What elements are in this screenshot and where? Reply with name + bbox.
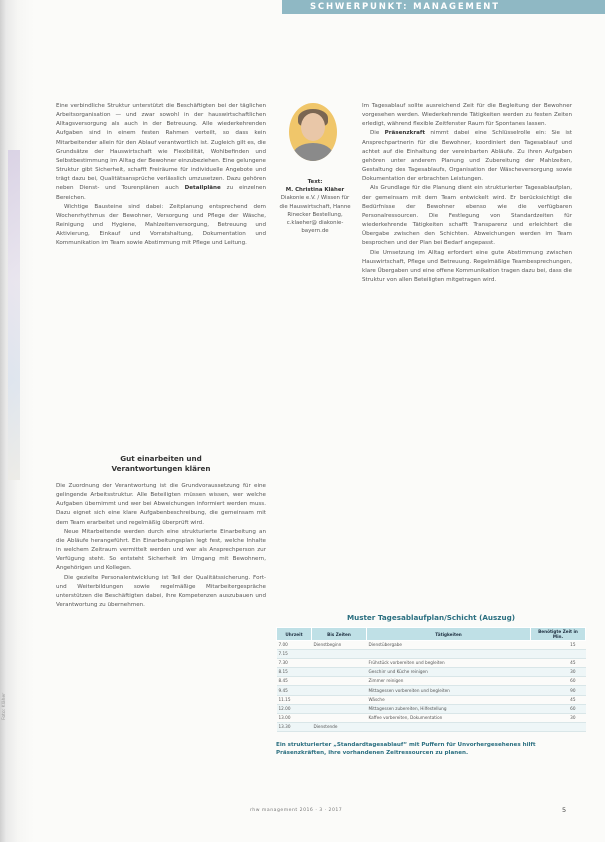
paragraph: Die Zuordnung der Verantwortung ist die Grundvoraussetzung für eine gelingende Arbeitsstruktur. Alle Beteiligten müssen wissen, wer welche Aufgaben übernimmt und wer bei Abweichungen informiert werden muss. Dazu eignet sich eine klare Aufgabenbeschreibung, die gemeinsam mit dem Team erarbeitet und regelmäßig überprüft wird. bbox=[56, 483, 266, 526]
table-cell: 11.15 bbox=[277, 695, 312, 704]
table-cell: Dienstbeginn bbox=[312, 641, 367, 650]
table-cell bbox=[312, 713, 367, 722]
table-row bbox=[277, 641, 586, 650]
table-row bbox=[277, 668, 586, 677]
table-cell bbox=[312, 650, 367, 659]
table-cell bbox=[531, 650, 586, 659]
article-subheading bbox=[56, 454, 266, 474]
table-cell bbox=[367, 722, 531, 731]
column-header: Tätigkeiten bbox=[367, 628, 531, 641]
photo-credit: Foto: Kläher bbox=[2, 692, 7, 720]
table-cell: Wäsche bbox=[367, 695, 531, 704]
paragraph: Eine verbindliche Struktur unterstützt die Beschäftigten bei der täglichen Arbeitsorganisation — und zwar sowohl in der hauswirtschaftlichen Alltagsversorgung als auch in der Betreuung. Alle wiederkehrenden Aufgaben sind in einem festen Rahmen verteilt, so dass kein Mitarbeitender allein für den Ablauf verantwortlich ist. Zugleich gilt es, die Grundsätze der Hauswirtschaft wie Flexibilität, Wohlbefinden und Selbstbestimmung im Alltag der Bewohner einzubeziehen. Eine gelungene Struktur gibt Sicherheit, schafft Freiräume für individuelle Angebote und trägt dazu bei, Qualitätsansprüche verlässlich umzusetzen. Dazu gehören neben Dienst- und Tourenplänen auch Detailpläne zu einzelnen Bereichen. bbox=[56, 103, 266, 201]
table-cell: 60 bbox=[531, 677, 586, 686]
table-cell: Dienstübergabe bbox=[367, 641, 531, 650]
paragraph: Die Umsetzung im Alltag erfordert eine gute Abstimmung zwischen Hauswirtschaft, Pflege und Betreuung. Regelmäßige Teambesprechungen, klare Übergaben und eine offene Kommunikation tragen dazu bei, dass die Struktur von allen Beteiligten mitgetragen wird. bbox=[362, 249, 572, 283]
table-cell: 30 bbox=[531, 713, 586, 722]
subheading-line: Gut einarbeiten und bbox=[120, 454, 202, 463]
paragraph: Die Präsenzkraft nimmt dabei eine Schlüsselrolle ein: Sie ist Ansprechpartnerin für die Bewohner, koordiniert den Tagesablauf und achtet auf die Einhaltung der vereinbarten Abläufe. Zu ihren Aufgaben gehören unter anderem Planung und Zubereitung der Mahlzeiten, Gestaltung des Tagesablaufs, Organisation der Wäscheversorgung sowie Dokumentation der erbrachten Leistungen. bbox=[362, 130, 572, 183]
table-cell: 13.30 bbox=[277, 722, 312, 731]
table-cell: 45 bbox=[531, 695, 586, 704]
table-row bbox=[277, 659, 586, 668]
table-cell: 12.00 bbox=[277, 704, 312, 713]
page-number: 5 bbox=[562, 806, 567, 814]
table-cell bbox=[312, 659, 367, 668]
author-box bbox=[279, 178, 351, 235]
author-bio: Diakonie e.V. / Wissen für die Hauswirtschaft, Hanne Rinecker Bestellung, c.klaeher@ diakonie-bayern.de bbox=[279, 195, 351, 235]
section-header: SCHWERPUNKT: MANAGEMENT bbox=[282, 0, 605, 14]
table-cell bbox=[312, 695, 367, 704]
table-cell bbox=[531, 722, 586, 731]
table-row bbox=[277, 686, 586, 695]
subheading-line: Verantwortungen klären bbox=[111, 464, 211, 473]
table-cell: 7.30 bbox=[277, 659, 312, 668]
paragraph: Als Grundlage für die Planung dient ein strukturierter Tagesablaufplan, der gemeinsam mit dem Team entwickelt wird. Er berücksichtigt die Bedürfnisse der Bewohner ebenso wie die verfügbaren Personalressourcen. Die Festlegung von Standardzeiten für wiederkehrende Tätigkeiten schafft Transparenz und erleichtert die Übergabe zwischen den Schichten. Abweichungen werden im Team besprochen und der Plan bei Bedarf angepasst. bbox=[362, 185, 572, 247]
table-cell: 45 bbox=[531, 659, 586, 668]
table-cell: Geschirr und Küche reinigen bbox=[367, 668, 531, 677]
table-row bbox=[277, 695, 586, 704]
table-cell: 30 bbox=[531, 668, 586, 677]
author-name: M. Christina Kläher bbox=[285, 187, 345, 194]
table-cell bbox=[312, 686, 367, 695]
table-cell: Mittagessen zubereiten, Hilfestellung bbox=[367, 704, 531, 713]
table-cell bbox=[367, 650, 531, 659]
table-cell: 8.15 bbox=[277, 668, 312, 677]
table-cell: Zimmer reinigen bbox=[367, 677, 531, 686]
article-column-1 bbox=[56, 102, 266, 249]
schedule-table bbox=[276, 627, 586, 732]
table-caption: Ein strukturierter „Standardtagesablauf“ mit Puffern für Unvorhergesehenes hilft Präsenzkräften, ihre vorhandenen Zeitressourcen zu planen. bbox=[276, 742, 536, 757]
table-cell: 9.45 bbox=[277, 686, 312, 695]
table-row bbox=[277, 650, 586, 659]
table-row bbox=[277, 677, 586, 686]
table-cell bbox=[312, 704, 367, 713]
paragraph: Im Tagesablauf sollte ausreichend Zeit für die Begleitung der Bewohner vorgesehen werden. Wiederkehrende Tätigkeiten werden zu festen Zeiten erledigt, während flexible Zeitfenster Raum für Spontanes lassen. bbox=[362, 103, 572, 128]
table-cell: 7.00 bbox=[277, 641, 312, 650]
table-cell: Mittagessen vorbereiten und begleiten bbox=[367, 686, 531, 695]
article-column-3 bbox=[362, 102, 572, 285]
article-column-1b bbox=[56, 482, 266, 610]
author-portrait bbox=[289, 103, 337, 161]
table-cell bbox=[312, 668, 367, 677]
paragraph: Die gezielte Personalentwicklung ist Teil der Qualitätssicherung. Fort- und Weiterbildungen sowie regelmäßige Mitarbeitergespräche unterstützen die Beschäftigten dabei, ihre Kompetenzen auszubauen und Verantwortung zu übernehmen. bbox=[56, 574, 266, 609]
table-cell: 7.15 bbox=[277, 650, 312, 659]
author-label: Text: bbox=[307, 179, 323, 185]
table-row bbox=[277, 704, 586, 713]
column-header: Uhrzeit bbox=[277, 628, 312, 641]
paragraph: Wichtige Bausteine sind dabei: Zeitplanung entsprechend dem Wochenrhythmus der Bewohner, Versorgung und Pflege der Wäsche, Reinigung und Hygiene, Mahlzeitenversorgung, Betreuung und Aktivierung, Einkauf und Vorratshaltung, Dokumentation und Kommunikation im Team sowie Abstimmung mit Pflege und Leitung. bbox=[56, 203, 266, 247]
table-cell bbox=[312, 677, 367, 686]
table-cell: 8.45 bbox=[277, 677, 312, 686]
paragraph: Neue Mitarbeitende werden durch eine strukturierte Einarbeitung an die Abläufe herangeführt. Ein Einarbeitungsplan legt fest, welche Inhalte in welchem Zeitraum vermittelt werden und wer als Ansprechperson zur Verfügung steht. So entsteht Sicherheit im Umgang mit Bewohnern, Angehörigen und Kollegen. bbox=[56, 528, 266, 572]
table-cell: 60 bbox=[531, 704, 586, 713]
column-header: Bis Zeiten bbox=[312, 628, 367, 641]
table-cell: 13.00 bbox=[277, 713, 312, 722]
table-cell: 90 bbox=[531, 686, 586, 695]
column-header: Benötigte Zeit in Min. bbox=[531, 628, 586, 641]
table-row bbox=[277, 713, 586, 722]
table-cell: Kaffee vorbereiten, Dokumentation bbox=[367, 713, 531, 722]
table-cell: 15 bbox=[531, 641, 586, 650]
adjacent-page-image bbox=[8, 150, 20, 480]
table-cell: Frühstück vorbereiten und begleiten bbox=[367, 659, 531, 668]
table-cell: Dienstende bbox=[312, 722, 367, 731]
table-title: Muster Tagesablaufplan/Schicht (Auszug) bbox=[346, 613, 516, 622]
table-row bbox=[277, 722, 586, 731]
journal-footer: rhw management 2016 · 3 · 2017 bbox=[250, 808, 343, 813]
